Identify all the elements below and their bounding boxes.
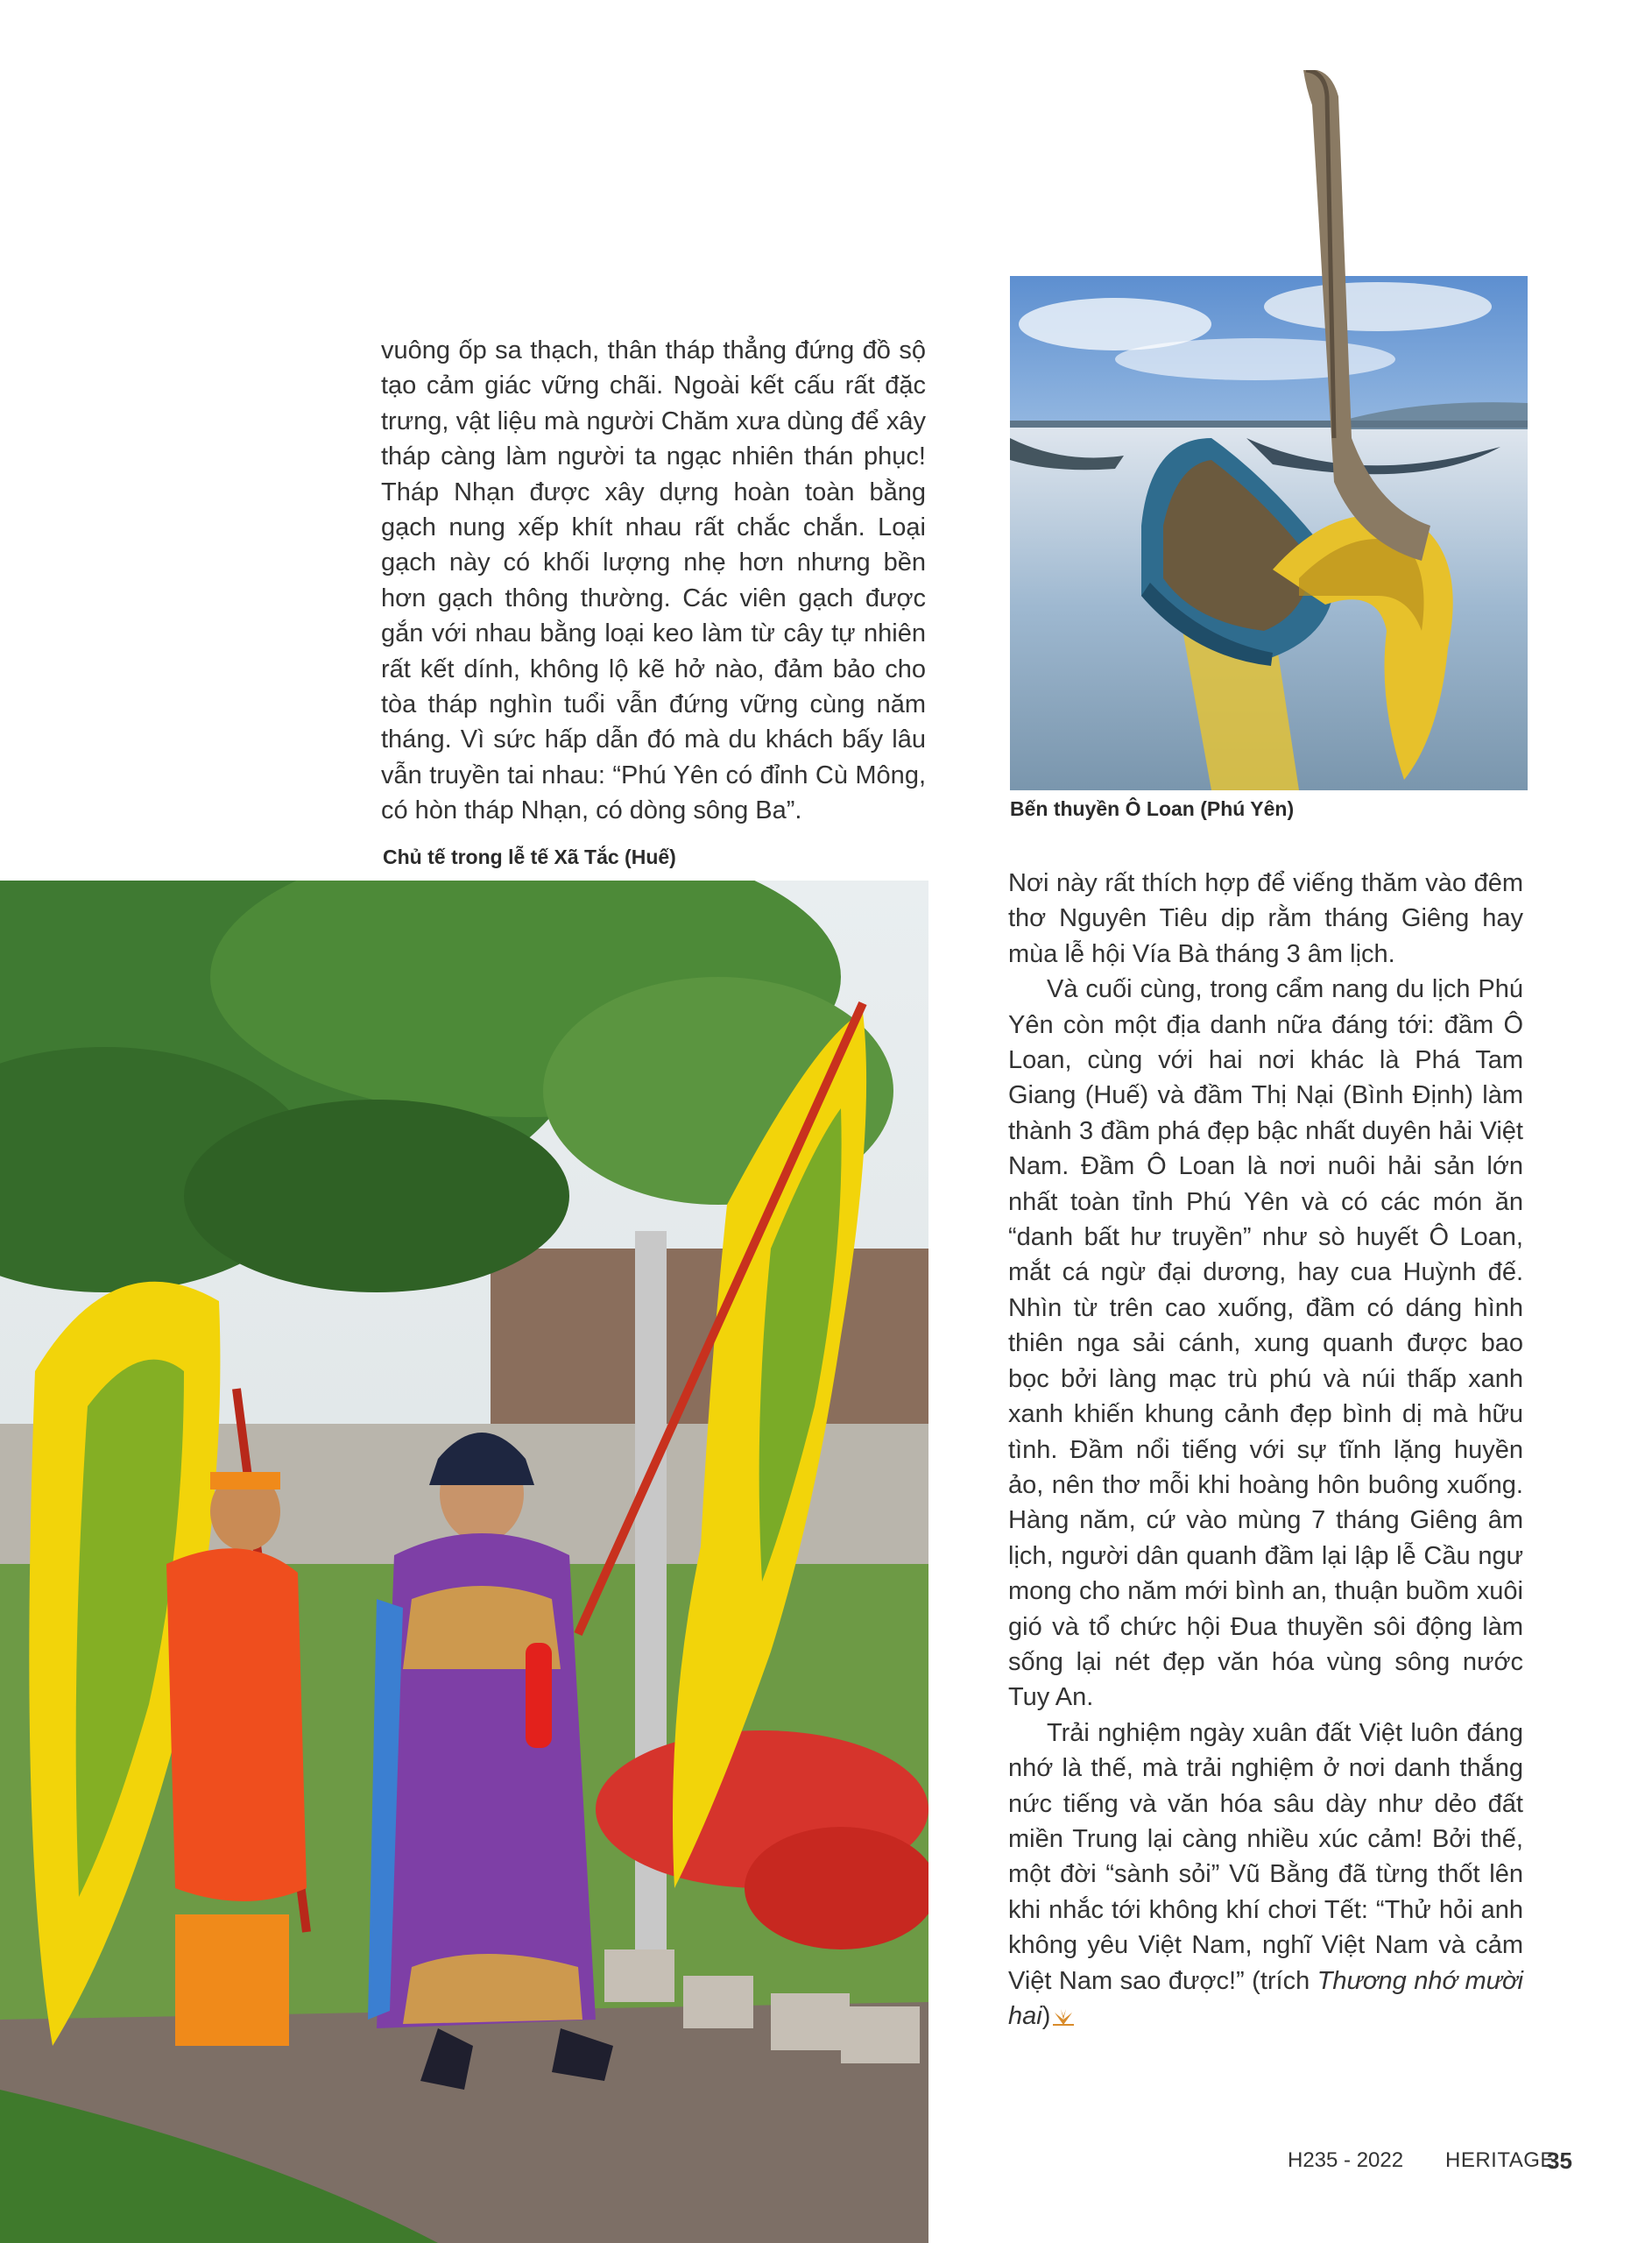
left-paragraph: vuông ốp sa thạch, thân tháp thẳng đứng đồ sộ tạo cảm giác vững chãi. Ngoài kết cấu rất đặc trưng, vật liệu mà người Chăm xưa dùng để xây tháp càng làm người ta ngạc nhiên thán phục! Tháp Nhạn được xây dựng hoàn toàn bằng gạch nung xếp khít nhau rất chắc chắn. Loại gạch này có khối lượng nhẹ hơn nhưng bền hơn gạch thông thường. Các viên gạch được gắn với nhau bằng loại keo làm từ cây tự nhiên rất kết dính, không lộ kẽ hở nào, đảm bảo cho tòa tháp nghìn tuổi vẫn đứng vững cùng năm tháng. Vì sức hấp dẫn đó mà du khách bấy lâu vẫn truyền tai nhau: “Phú Yên có đỉnh Cù Mông, có hòn tháp Nhạn, có dòng sông Ba”. [381, 336, 926, 825]
issue-number: H235 - 2022 [1288, 2148, 1404, 2172]
page-footer [1288, 2148, 1577, 2175]
ceremony-photo-caption: Chủ tế trong lễ tế Xã Tắc (Huế) [383, 846, 676, 868]
ceremony-photo [0, 881, 928, 2243]
boat-photo [1010, 70, 1528, 790]
right-paragraph-3 [1008, 1716, 1523, 2034]
right-paragraph-2: Và cuối cùng, trong cẩm nang du lịch Phú Yên còn một địa danh nữa đáng tới: đầm Ô Loan, cùng với hai nơi khác là Phá Tam Giang (Huế) và đầm Thị Nại (Bình Định) làm thành 3 đầm phá đẹp bậc nhất duyên hải Việt Nam. Đầm Ô Loan là nơi nuôi hải sản lớn nhất toàn tỉnh Phú Yên và có các món ăn “danh bất hư truyền” như sò huyết Ô Loan, mắt cá ngừ đại dương, hay cua Huỳnh đế. Nhìn từ trên cao xuống, đầm có dáng hình thiên nga sải cánh, xung quanh được bao bọc bởi làng mạc trù phú và núi thấp xanh xanh khiến khung cảnh đẹp bình dị mà hữu tình. Đầm nổi tiếng với sự tĩnh lặng huyền ảo, nên thơ mỗi khi hoàng hôn buông xuống. Hàng năm, cứ vào mùng 7 tháng Giêng âm lịch, người dân quanh đầm lại lập lễ Cầu ngư mong cho năm mới bình an, thuận buồm xuôi gió và tổ chức hội Đua thuyền sôi động làm sống lại nét đẹp văn hóa vùng sông nước Tuy An. [1008, 975, 1523, 1712]
magazine-name: HERITAGE [1445, 2148, 1555, 2172]
right-paragraph-3-start: Trải nghiệm ngày xuân đất Việt luôn đáng nhớ là thế, mà trải nghiệm ở nơi danh thắng nức tiếng và văn hóa sâu dày như dẻo đất miền Trung lại càng nhiều xúc cảm! Bởi thế, một đời “sành sỏi” Vũ Bằng đã từng thốt lên khi nhắc tới không khí chơi Tết: “Thử hỏi anh không yêu Việt Nam, nghĩ Việt Nam và cảm Việt Nam sao được!” (trích [1008, 1718, 1523, 1995]
right-paragraph-3-end: ) [1041, 2002, 1051, 2030]
page-number: 35 [1547, 2147, 1572, 2174]
lotus-leaf-icon [1050, 2007, 1077, 2027]
left-column-text [381, 333, 926, 829]
right-paragraph-1: Nơi này rất thích hợp để viếng thăm vào đêm thơ Nguyên Tiêu dịp rằm tháng Giêng hay mùa lễ hội Vía Bà tháng 3 âm lịch. [1008, 869, 1523, 968]
right-column-text [1008, 866, 1523, 2034]
boat-photo-caption: Bến thuyền Ô Loan (Phú Yên) [1010, 797, 1295, 820]
book-title: Thương nhớ mười hai [1008, 1966, 1523, 2030]
